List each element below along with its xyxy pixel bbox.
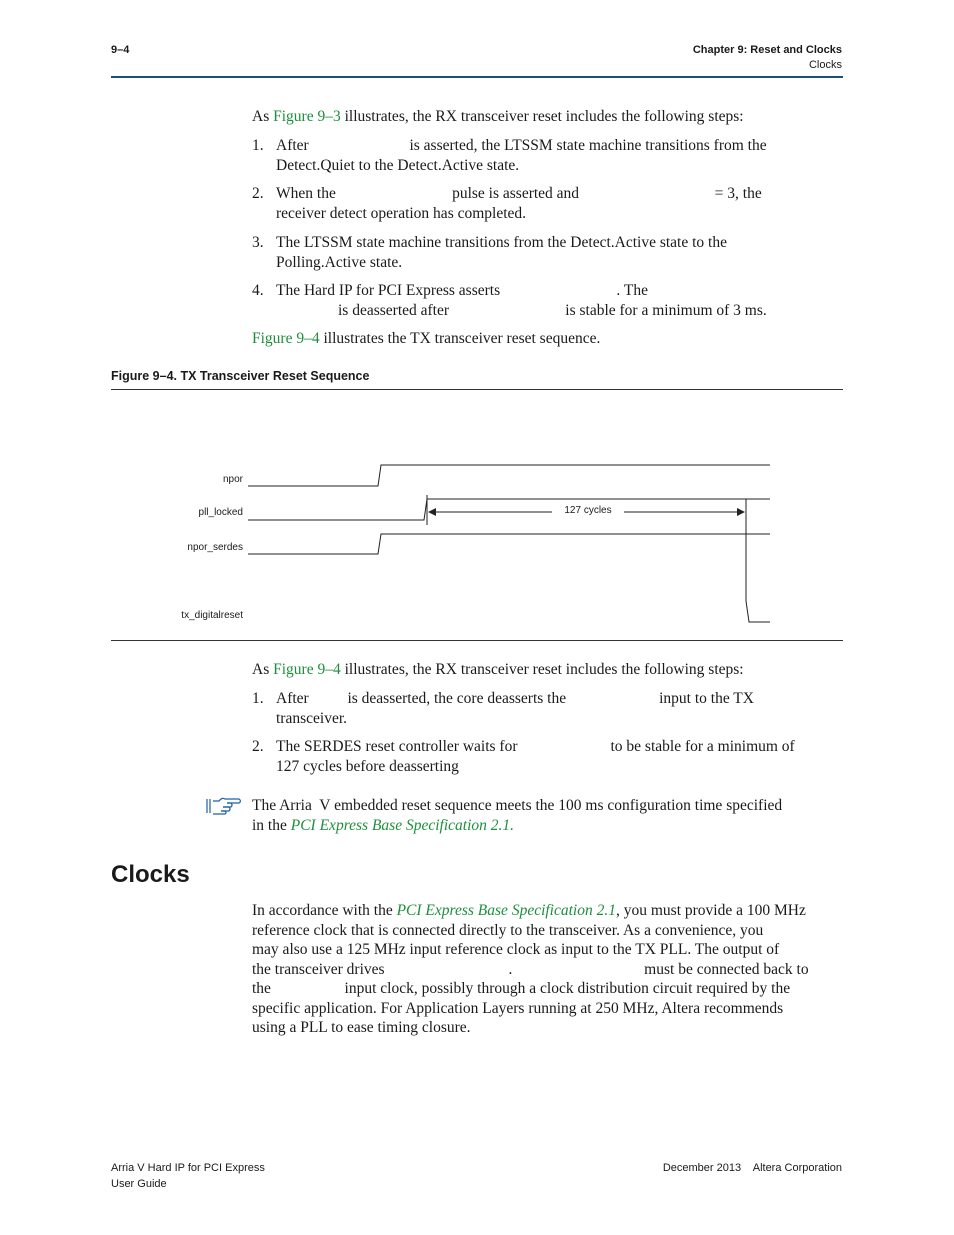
tx-intro-paragraph: Figure 9–4 illustrates the TX transceiver reset sequence. <box>252 330 601 347</box>
cycles-annotation: 127 cycles <box>564 505 612 516</box>
figure-9-4-link[interactable]: Figure 9–4 <box>252 330 320 347</box>
figure-bottom-rule <box>111 640 843 641</box>
arrowhead-right <box>737 508 745 516</box>
note-text: The Arria V embedded reset sequence meets the 100 ms configuration time specified in the PCI Express Base Specification 2.1. <box>252 797 783 834</box>
rx-intro-paragraph-2: As Figure 9–4 illustrates, the RX transceiver reset includes the following steps: <box>252 661 744 678</box>
page-number: 9–4 <box>111 44 130 56</box>
step-text: After is deasserted, the core deasserts the input to the TX transceiver. <box>276 690 754 727</box>
rx-intro-paragraph: As Figure 9–3 illustrates, the RX transceiver reset includes the following steps: <box>252 108 744 125</box>
step-text: When the pulse is asserted and = 3, the receiver detect operation has completed. <box>276 185 762 222</box>
signal-label-pll-locked: pll_locked <box>198 507 243 518</box>
step-number: 3. <box>252 234 264 251</box>
tx-digitalreset-waveform <box>746 499 770 622</box>
figure-9-4-link-2[interactable]: Figure 9–4 <box>273 661 341 678</box>
pll-locked-waveform <box>248 499 770 520</box>
signal-label-npor: npor <box>222 474 243 485</box>
pci-spec-link-2[interactable]: PCI Express Base Specification 2.1 <box>396 902 616 919</box>
npor-waveform <box>248 465 770 486</box>
signal-label-npor-serdes: npor_serdes <box>187 542 243 553</box>
step-number: 2. <box>252 185 264 202</box>
step-text: The LTSSM state machine transitions from the Detect.Active state to the Polling.Active state. <box>276 234 727 271</box>
arrowhead-left <box>428 508 436 516</box>
npor-serdes-waveform <box>248 534 770 554</box>
figure-9-3-link[interactable]: Figure 9–3 <box>273 108 341 125</box>
step-text: The Hard IP for PCI Express asserts . The is deasserted after is stable for a minimum of 3 ms. <box>276 282 767 319</box>
step-text: After is asserted, the LTSSM state machine transitions from the Detect.Quiet to the Detect.Active state. <box>276 137 767 174</box>
step-number: 4. <box>252 282 264 299</box>
signal-label-tx-digitalreset: tx_digitalreset <box>181 610 243 621</box>
section-heading-clocks: Clocks <box>111 861 190 888</box>
footer-left: Arria V Hard IP for PCI Express User Guide <box>111 1162 265 1190</box>
clocks-paragraph: In accordance with the PCI Express Base Specification 2.1, you must provide a 100 MHz reference clock that is connected directly to the transceiver. As a convenience, you may also use a 125 MHz input reference clock as input to the TX PLL. The output of the transceiver drives . must be connected back to the input clock, possibly through a clock distribution circuit required by the specific application. For Application Layers running at 250 MHz, Altera recommends using a PLL to ease timing closure. <box>252 902 809 1036</box>
pointing-hand-icon <box>205 796 243 816</box>
step-number: 1. <box>252 137 264 154</box>
section-title: Clocks <box>808 59 842 71</box>
footer-right: December 2013 Altera Corporation <box>662 1162 842 1174</box>
step-number: 1. <box>252 690 264 707</box>
step-text: The SERDES reset controller waits for to be stable for a minimum of 127 cycles before deasserting <box>276 738 795 775</box>
chapter-title: Chapter 9: Reset and Clocks <box>692 44 842 56</box>
step-number: 2. <box>252 738 264 755</box>
pci-spec-link[interactable]: PCI Express Base Specification 2.1. <box>290 816 515 834</box>
figure-caption: Figure 9–4. TX Transceiver Reset Sequence <box>111 369 370 383</box>
